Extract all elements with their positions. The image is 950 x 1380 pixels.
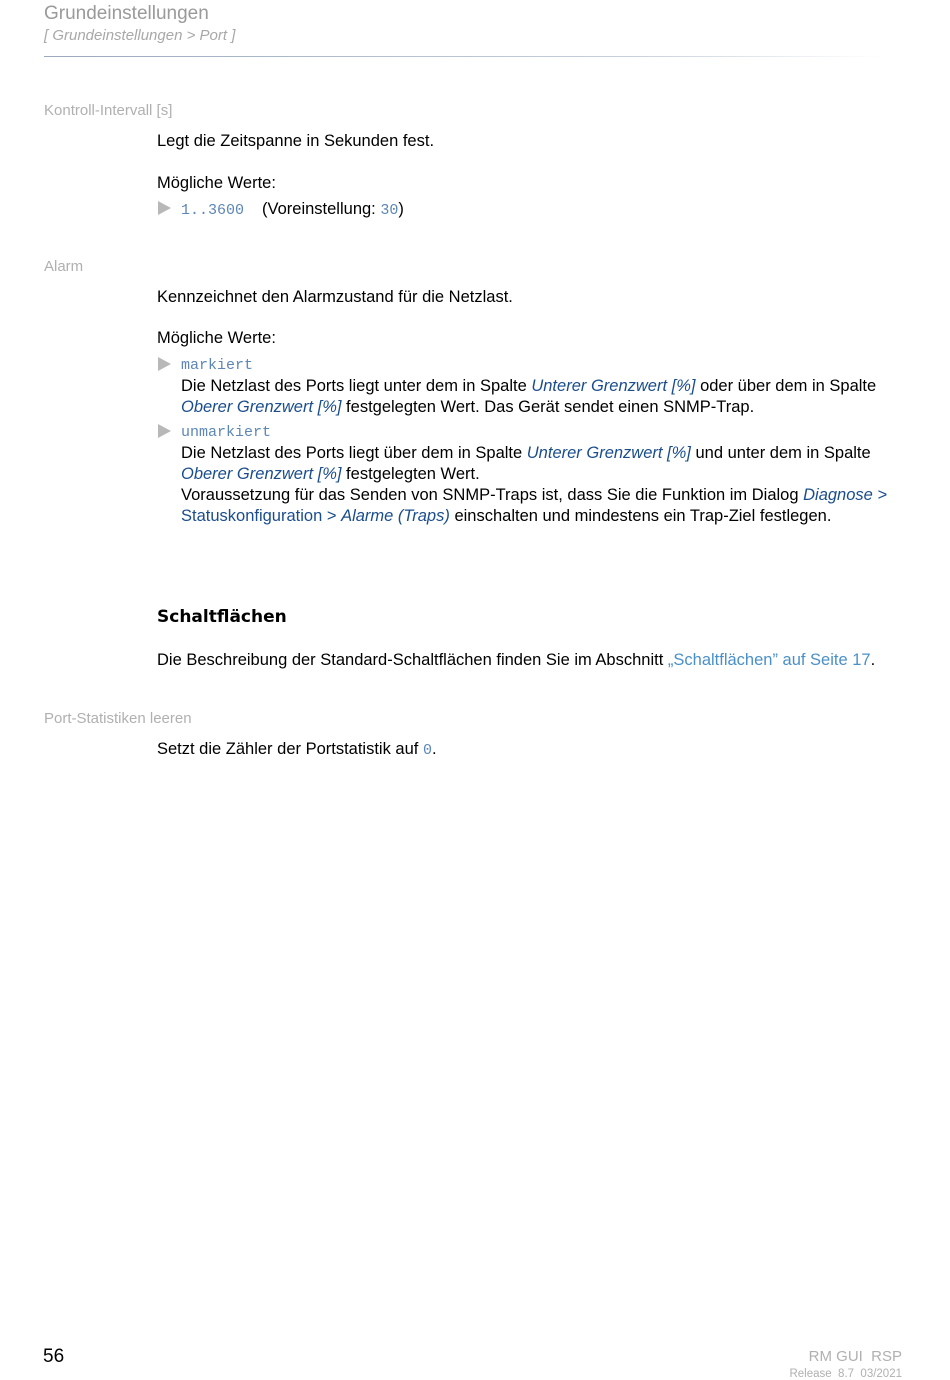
bullet-triangle-icon	[158, 357, 171, 371]
alarm-item-markiert	[181, 355, 911, 418]
ref-statuskonfiguration: Statuskonfiguration >	[181, 507, 342, 525]
snmp-trap-note: Voraussetzung für das Senden von SNMP-Traps ist, dass Sie die Funktion im Dialog Diagnose > Statuskonfiguration > Alarme (Traps) einschalten und mindestens ein Trap-Ziel festlegen.	[181, 486, 888, 525]
range-value: 1..3600	[181, 202, 245, 219]
kontroll-range-item	[181, 199, 911, 221]
alarm-possible-values: Mögliche Werte:	[157, 329, 276, 347]
value-markiert: markiert	[181, 357, 254, 374]
portstat-zero-value: 0	[422, 742, 432, 759]
ref-oberer-grenzwert: Oberer Grenzwert [%]	[181, 465, 342, 483]
param-label-port-statistiken-leeren: Port-Statistiken leeren	[44, 710, 192, 727]
ref-diagnose: Diagnose >	[803, 486, 888, 504]
ref-unterer-grenzwert: Unterer Grenzwert [%]	[526, 444, 691, 462]
ref-alarme-traps: Alarme (Traps)	[341, 507, 450, 525]
alarm-item-unmarkiert	[181, 422, 911, 527]
param-label-kontroll-intervall: Kontroll-Intervall [s]	[44, 102, 173, 119]
ref-unterer-grenzwert: Unterer Grenzwert [%]	[531, 377, 696, 395]
page-number: 56	[43, 1346, 65, 1367]
unmarkiert-description: Die Netzlast des Ports liegt über dem in Spalte Unterer Grenzwert [%] und unter dem in Spalte Oberer Grenzwert [%] festgelegten Wert.	[181, 444, 871, 483]
default-prefix: (Voreinstellung:	[262, 200, 381, 218]
alarm-description: Kennzeichnet den Alarmzustand für die Netzlast.	[157, 288, 513, 306]
breadcrumb: [ Grundeinstellungen > Port ]	[44, 27, 236, 44]
param-label-alarm: Alarm	[44, 258, 84, 275]
schaltflaechen-text: Die Beschreibung der Standard-Schaltflächen finden Sie im Abschnitt „Schaltflächen” auf Seite 17.	[157, 651, 876, 669]
section-heading-schaltflaechen: Schaltflächen	[157, 607, 287, 627]
bullet-triangle-icon	[158, 424, 171, 438]
markiert-description: Die Netzlast des Ports liegt unter dem in Spalte Unterer Grenzwert [%] oder über dem in Spalte Oberer Grenzwert [%] festgelegten Wert. Das Gerät sendet einen SNMP-Trap.	[181, 377, 877, 416]
bullet-triangle-icon	[158, 201, 171, 215]
kontroll-possible-values: Mögliche Werte:	[157, 174, 276, 192]
kontroll-description: Legt die Zeitspanne in Sekunden fest.	[157, 132, 435, 150]
chapter-title: Grundeinstellungen	[44, 3, 209, 24]
portstat-text: Setzt die Zähler der Portstatistik auf 0.	[157, 740, 437, 759]
footer-product: RM GUI RSP	[808, 1348, 902, 1365]
default-suffix: )	[398, 200, 404, 218]
header-divider	[44, 56, 884, 57]
ref-oberer-grenzwert: Oberer Grenzwert [%]	[181, 398, 342, 416]
link-schaltflaechen-seite-17[interactable]: „Schaltflächen” auf Seite 17	[667, 651, 871, 669]
footer-release: Release 8.7 03/2021	[789, 1368, 902, 1380]
default-value: 30	[380, 202, 399, 219]
value-unmarkiert: unmarkiert	[181, 424, 272, 441]
